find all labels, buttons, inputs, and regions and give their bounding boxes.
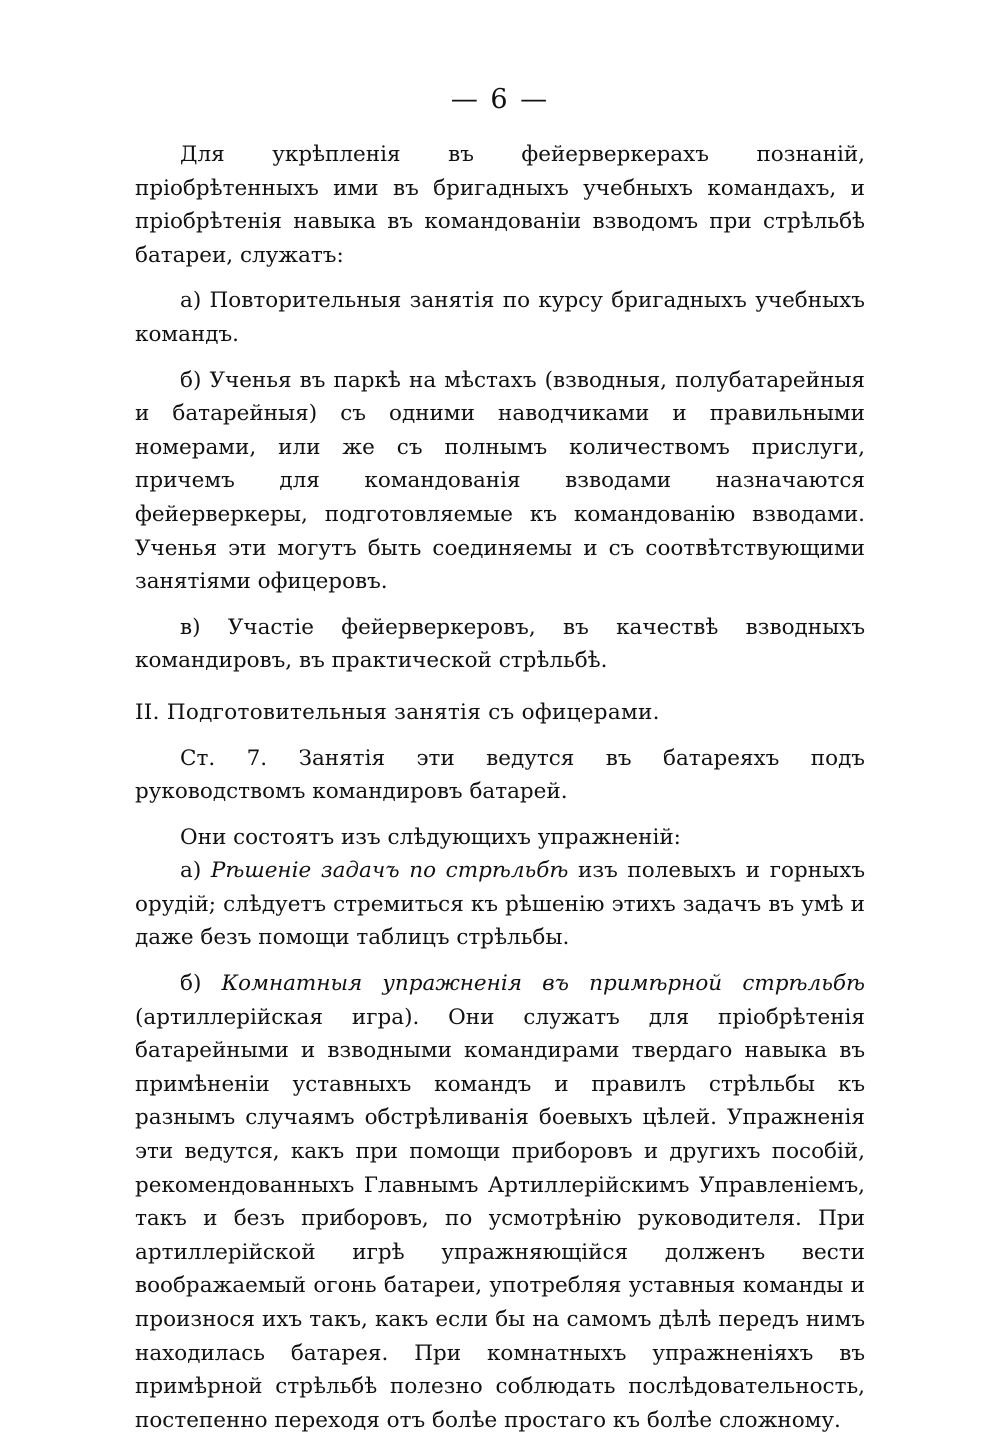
section-heading: II. Подготовительныя занятія съ офицерами. [135, 699, 660, 725]
exercise-b-prefix: б) [180, 971, 222, 997]
paragraph-exercise-b [135, 967, 865, 1437]
exercise-a-text: изъ полевыхъ и горныхъ орудій; слѣдуетъ стремиться къ рѣшенію этихъ задачъ въ умѣ и даже безъ помощи таблицъ стрѣльбы. [135, 858, 865, 951]
paragraph-exercises-intro: Они состоятъ изъ слѣдующихъ упражненій: [180, 824, 681, 850]
paragraph-intro: Для укрѣпленія въ фейерверкерахъ познаній, пріобрѣтенныхъ ими въ бригадныхъ учебныхъ командахъ, и пріобрѣтенія навыка въ командованіи взводомъ при стрѣльбѣ батареи, служатъ: [135, 142, 865, 268]
page-body [135, 138, 865, 1437]
exercise-a-title: Рѣшеніе задачъ по стрѣльбѣ [210, 858, 569, 884]
exercise-b-title: Комнатныя упражненія въ примѣрной стрѣльбѣ [221, 971, 866, 997]
paragraph-exercise-a [135, 854, 865, 955]
paragraph-item-a: а) Повторительныя занятія по курсу бригадныхъ учебныхъ командъ. [135, 288, 865, 347]
paragraph-item-v: в) Участіе фейерверкеровъ, въ качествѣ взводныхъ командировъ, въ практической стрѣльбѣ. [135, 614, 865, 674]
exercise-a-prefix: а) [180, 858, 211, 884]
paragraph-article-7: Ст. 7. Занятія эти ведутся въ батареяхъ подъ руководствомъ командировъ батарей. [135, 745, 865, 805]
paragraph-item-b: б) Ученья въ паркѣ на мѣстахъ (взводныя, полубатарейныя и батарейныя) съ одними наводчиками и правильными номерами, или же съ полнымъ количествомъ прислуги, причемъ для командованія взводами назначаются фейерверкеры, подготовляемые къ командованію взводами. Ученья эти могутъ быть соединяемы и съ соотвѣтствующими занятіями офицеровъ. [135, 367, 865, 595]
exercise-b-text: (артиллерійская игра). Они служатъ для пріобрѣтенія батарейными и взводными командирами твердаго навыка въ примѣненіи уставныхъ командъ и правилъ стрѣльбы къ разнымъ случаямъ обстрѣливанія боевыхъ цѣлей. Упражненія эти ведутся, какъ при помощи приборовъ и другихъ пособій, рекомендованныхъ Главнымъ Артиллерійскимъ Управленіемъ, такъ и безъ приборовъ, по усмотрѣнію руководителя. При артиллерійской игрѣ упражняющійся долженъ вести воображаемый огонь батареи, употребляя уставныя команды и произнося ихъ такъ, какъ если бы на самомъ дѣлѣ передъ нимъ находилась батарея. При комнатныхъ упражненіяхъ въ примѣрной стрѣльбѣ полезно соблюдать послѣдовательность, постепенно переходя отъ болѣе простаго къ болѣе сложному. [135, 1004, 865, 1433]
page-number: — 6 — [450, 84, 550, 115]
